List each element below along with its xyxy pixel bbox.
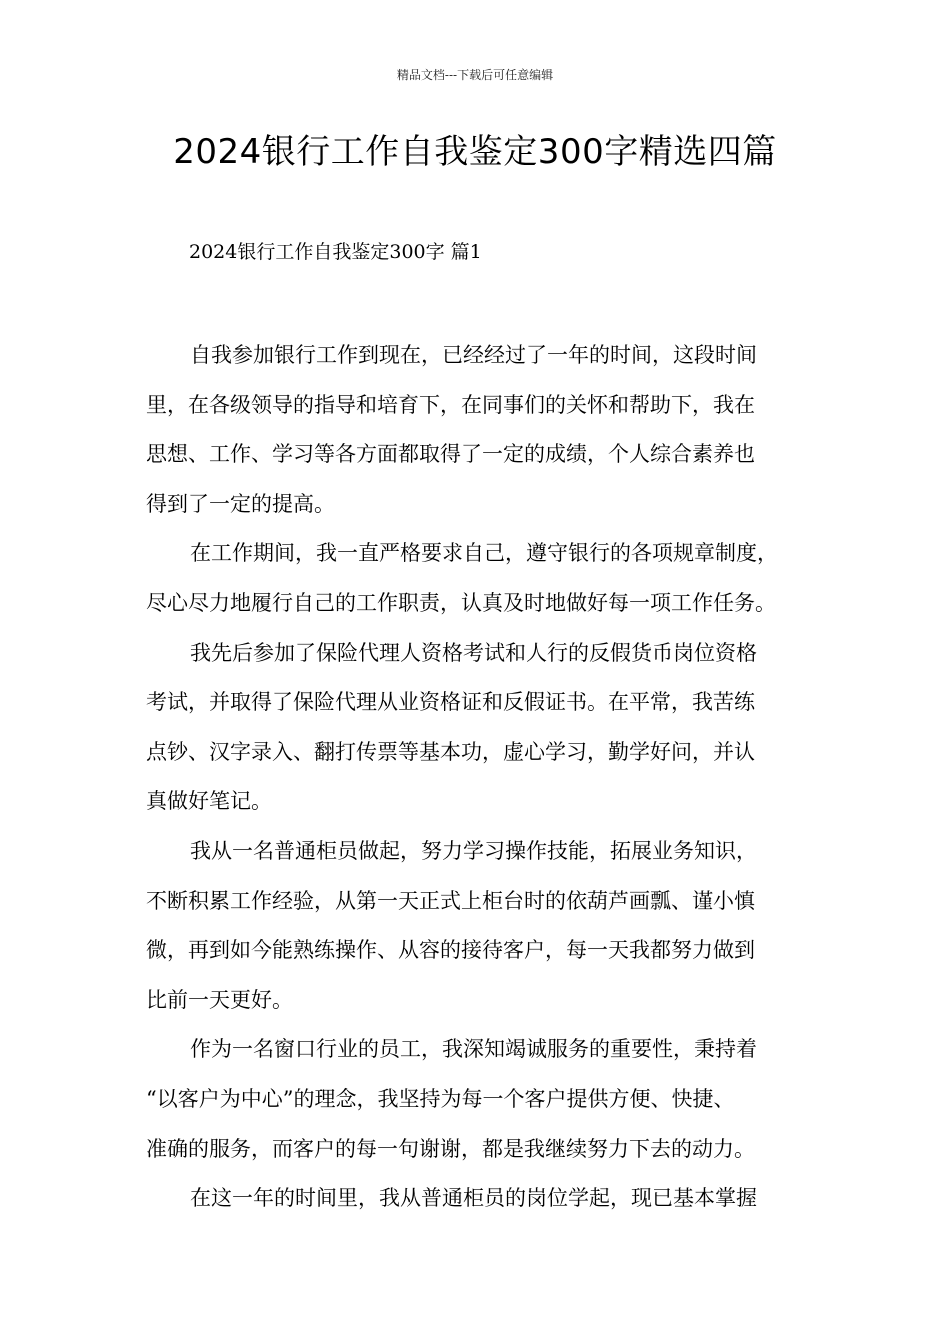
text-line: 微，再到如今能熟练操作、从容的接待客户，每一天我都努力做到	[146, 938, 755, 963]
text-line: 考试，并取得了保险代理从业资格证和反假证书。在平常，我苦练	[146, 690, 755, 715]
text-line: 得到了一定的提高。	[146, 491, 335, 516]
body-text	[146, 331, 810, 1224]
header-note: 精品文档---下载后可任意编辑	[396, 68, 554, 82]
text-line: 不断积累工作经验，从第一天正式上柜台时的依葫芦画瓢、谨小慎	[146, 888, 755, 913]
document-title: 2024银行工作自我鉴定300字精选四篇	[173, 132, 777, 172]
text-line: 尽心尽力地履行自己的工作职责，认真及时地做好每一项工作任务。	[146, 590, 776, 615]
text-line: 准确的服务，而客户的每一句谢谢，都是我继续努力下去的动力。	[146, 1136, 755, 1161]
section-heading: 2024银行工作自我鉴定300字 篇1	[189, 241, 482, 263]
paragraph	[146, 629, 810, 827]
text-line: 里，在各级领导的指导和培育下，在同事们的关怀和帮助下，我在	[146, 392, 755, 417]
text-line: 思想、工作、学习等各方面都取得了一定的成绩，个人综合素养也	[146, 442, 755, 467]
text-line: 自我参加银行工作到现在，已经经过了一年的时间，这段时间	[190, 343, 757, 367]
text-line: 我先后参加了保险代理人资格考试和人行的反假货币岗位资格	[190, 640, 757, 665]
text-line: 我从一名普通柜员做起，努力学习操作技能，拓展业务知识，	[190, 838, 757, 863]
paragraph	[146, 1025, 810, 1174]
paragraph	[146, 1174, 810, 1224]
text-line: 在这一年的时间里，我从普通柜员的岗位学起，现已基本掌握	[190, 1186, 757, 1211]
text-line: 真做好笔记。	[146, 789, 272, 814]
paragraph	[146, 529, 810, 628]
text-line: 在工作期间，我一直严格要求自己，遵守银行的各项规章制度，	[190, 541, 778, 566]
paragraph	[146, 331, 810, 529]
text-line: 作为一名窗口行业的员工，我深知竭诚服务的重要性，秉持着	[190, 1037, 757, 1062]
paragraph	[146, 827, 810, 1025]
text-line: 点钞、汉字录入、翻打传票等基本功，虚心学习，勤学好问，并认	[146, 739, 755, 764]
text-line: 比前一天更好。	[146, 987, 293, 1012]
text-line: “以客户为中心”的理念，我坚持为每一个客户提供方便、快捷、	[146, 1086, 735, 1111]
